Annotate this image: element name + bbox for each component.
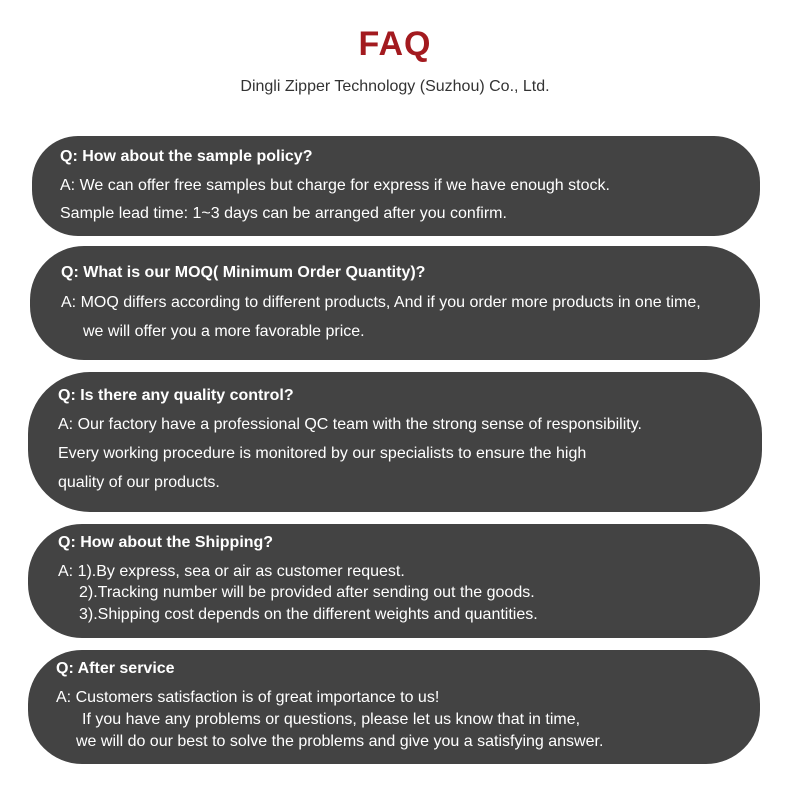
faq-answer-line: we will offer you a more favorable price. <box>83 323 365 340</box>
faq-answer-line: 2).Tracking number will be provided after sending out the goods. <box>79 584 535 601</box>
faq-question: Q: After service <box>56 660 175 677</box>
faq-answer-line: Sample lead time: 1~3 days can be arranged after you confirm. <box>60 205 507 222</box>
faq-answer-line: we will do our best to solve the problems and give you a satisfying answer. <box>76 733 604 750</box>
faq-card-quality-control <box>28 372 762 512</box>
faq-card-after-service <box>28 650 760 764</box>
faq-card-moq <box>30 246 760 360</box>
company-name: Dingli Zipper Technology (Suzhou) Co., Ltd. <box>240 78 550 95</box>
faq-answer-line: quality of our products. <box>58 474 220 491</box>
faq-question: Q: How about the sample policy? <box>60 148 313 165</box>
page-title: FAQ <box>358 25 432 63</box>
faq-answer-line: If you have any problems or questions, please let us know that in time, <box>82 711 581 728</box>
faq-card-sample-policy <box>32 136 760 236</box>
faq-answer-line: 3).Shipping cost depends on the different weights and quantities. <box>79 606 538 623</box>
faq-question: Q: What is our MOQ( Minimum Order Quantity)? <box>61 264 426 281</box>
faq-answer-line: A: 1).By express, sea or air as customer request. <box>58 563 405 580</box>
faq-question: Q: How about the Shipping? <box>58 534 274 551</box>
faq-answer-line: A: MOQ differs according to different products, And if you order more products in one time, <box>61 294 701 311</box>
faq-card-shipping <box>28 524 760 638</box>
faq-answer-line: A: Customers satisfaction is of great importance to us! <box>56 689 440 706</box>
faq-answer-line: Every working procedure is monitored by our specialists to ensure the high <box>58 445 587 462</box>
faq-answer-line: A: We can offer free samples but charge for express if we have enough stock. <box>60 177 610 194</box>
faq-question: Q: Is there any quality control? <box>58 387 294 404</box>
faq-answer-line: A: Our factory have a professional QC team with the strong sense of responsibility. <box>58 416 642 433</box>
